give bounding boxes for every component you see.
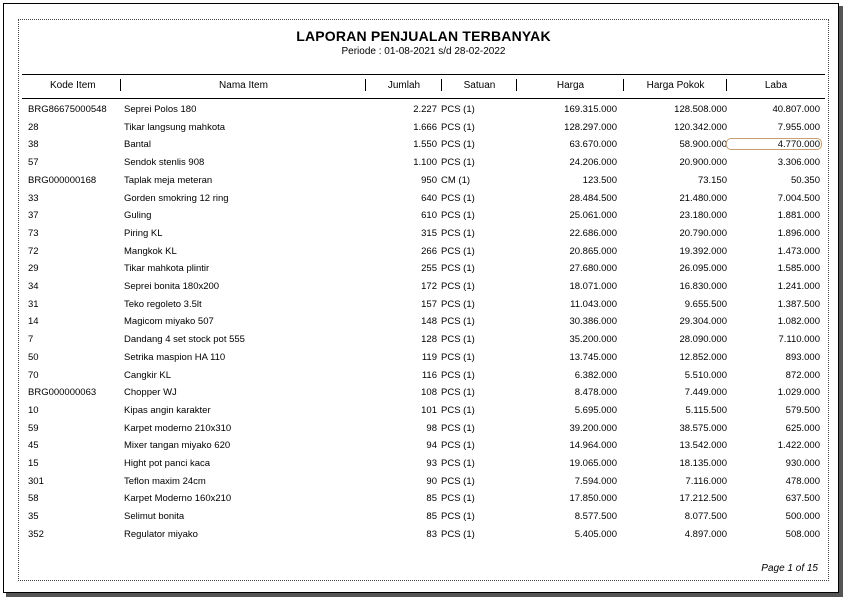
item-price: 169.315.000 (564, 104, 617, 115)
item-unit: PCS (1) (441, 281, 475, 292)
column-header-unit: Satuan (442, 79, 517, 93)
item-price: 27.680.000 (569, 263, 617, 275)
page-shadow-bottom (6, 593, 843, 597)
item-name: Seprei Polos 180 (124, 104, 197, 115)
page-shadow-right (839, 6, 843, 596)
item-unit: PCS (1) (441, 422, 475, 434)
item-name: Taplak meja meteran (124, 174, 213, 186)
item-cost: 29.304.000 (679, 316, 727, 328)
header-bottom-line (22, 98, 825, 99)
item-code: 10 (28, 404, 39, 416)
item-cost: 7.449.000 (684, 387, 727, 399)
item-price: 17.850.000 (569, 493, 617, 505)
item-code: 352 (28, 528, 44, 540)
item-code: BRG000000168 (28, 174, 97, 186)
item-code: 70 (28, 369, 39, 381)
item-qty: 101 (421, 404, 437, 416)
item-name: Selimut bonita (124, 511, 185, 523)
item-price: 5.695.000 (574, 404, 617, 416)
item-price: 7.594.000 (574, 475, 617, 487)
item-cost: 58.900.000 (679, 139, 727, 151)
table-row (19, 473, 828, 491)
item-name: Guling (124, 210, 152, 222)
item-code: 57 (28, 157, 39, 169)
item-price: 25.061.000 (569, 210, 617, 222)
item-profit: 508.000 (785, 528, 820, 540)
item-qty: 157 (421, 298, 437, 310)
item-qty: 90 (426, 475, 437, 487)
item-profit: 7.110.000 (778, 334, 820, 346)
item-unit: PCS (1) (441, 316, 475, 328)
item-name: Piring KL (124, 227, 163, 239)
item-profit: 4.770.000 (777, 139, 820, 151)
item-code: 33 (28, 192, 39, 204)
table-row (19, 119, 828, 137)
item-price: 5.405.000 (574, 528, 617, 540)
table-row (19, 278, 828, 296)
item-qty: 94 (426, 440, 437, 452)
item-cost: 7.116.000 (685, 475, 727, 487)
item-profit: 1.029.000 (777, 387, 820, 399)
item-unit: PCS (1) (441, 528, 475, 540)
report-frame (18, 19, 829, 581)
item-profit: 3.306.000 (777, 157, 820, 169)
item-name: Bantal (124, 139, 151, 151)
item-profit: 930.000 (785, 458, 820, 469)
item-qty: 148 (421, 316, 437, 328)
column-header-price: Harga (517, 79, 624, 93)
item-code: 45 (28, 440, 39, 452)
item-qty: 1.100 (413, 157, 437, 169)
item-name: Gorden smokring 12 ring (124, 192, 229, 204)
table-row (19, 384, 828, 402)
item-cost: 23.180.000 (679, 210, 727, 222)
item-code: 38 (28, 139, 39, 151)
item-qty: 93 (426, 458, 437, 469)
report-page (3, 3, 839, 593)
item-unit: PCS (1) (441, 157, 475, 169)
item-code: 72 (28, 245, 39, 257)
table-row (19, 331, 828, 349)
item-name: Tikar langsung mahkota (124, 121, 226, 133)
header-top-line (22, 74, 825, 75)
item-unit: PCS (1) (441, 511, 475, 523)
item-cost: 38.575.000 (679, 422, 727, 434)
item-code: 35 (28, 511, 39, 523)
item-cost: 8.077.500 (684, 511, 727, 523)
item-cost: 20.790.000 (679, 227, 727, 239)
item-unit: PCS (1) (441, 404, 475, 416)
item-unit: PCS (1) (441, 210, 475, 222)
table-row (19, 225, 828, 243)
item-name: Magicom miyako 507 (124, 316, 214, 328)
item-profit: 625.000 (785, 422, 820, 434)
item-cost: 73.150 (697, 174, 727, 186)
item-code: 59 (28, 422, 39, 434)
item-qty: 108 (421, 387, 437, 399)
item-name: Mixer tangan miyako 620 (124, 440, 231, 452)
column-header-qty: Jumlah (366, 79, 442, 93)
item-cost: 13.542.000 (679, 440, 727, 452)
item-code: 301 (28, 475, 44, 487)
item-cost: 21.480.000 (679, 192, 727, 204)
item-profit: 893.000 (785, 351, 820, 363)
item-unit: PCS (1) (441, 298, 475, 310)
item-price: 63.670.000 (569, 139, 617, 151)
item-code: 37 (28, 210, 39, 222)
item-price: 20.865.000 (569, 245, 617, 257)
table-row (19, 437, 828, 455)
table-row (19, 349, 828, 367)
item-cost: 4.897.000 (684, 528, 727, 540)
page-number: Page 1 of 15 (761, 563, 818, 574)
item-name: Dandang 4 set stock pot 555 (124, 334, 245, 346)
item-unit: PCS (1) (441, 334, 475, 346)
item-qty: 98 (426, 422, 437, 434)
item-profit: 1.473.000 (777, 245, 820, 257)
item-unit: PCS (1) (441, 121, 475, 133)
item-cost: 17.212.500 (679, 493, 727, 505)
item-unit: PCS (1) (441, 104, 475, 115)
item-qty: 83 (426, 528, 437, 540)
item-cost: 5.510.000 (684, 369, 727, 381)
item-profit: 40.807.000 (772, 104, 820, 115)
item-name: Teflon maxim 24cm (124, 475, 206, 487)
item-cost: 9.655.500 (684, 298, 727, 310)
item-cost: 28.090.000 (679, 334, 727, 346)
item-cost: 5.115.500 (685, 404, 727, 416)
item-unit: PCS (1) (441, 387, 475, 399)
item-profit: 1.422.000 (777, 440, 820, 452)
table-row (19, 190, 828, 208)
item-profit: 50.350 (790, 174, 820, 186)
item-qty: 1.550 (413, 139, 437, 151)
item-profit: 1.896.000 (777, 227, 820, 239)
item-cost: 128.508.000 (674, 104, 727, 115)
item-cost: 20.900.000 (679, 157, 727, 169)
item-unit: PCS (1) (441, 369, 475, 381)
item-qty: 266 (421, 245, 437, 257)
item-qty: 172 (421, 281, 437, 292)
item-name: Kipas angin karakter (124, 404, 211, 416)
item-profit: 1.241.000 (777, 281, 820, 292)
item-unit: CM (1) (441, 174, 471, 186)
item-profit: 1.387.500 (777, 298, 820, 310)
item-name: Setrika maspion HA 110 (124, 351, 226, 363)
item-profit: 579.500 (785, 404, 820, 416)
item-price: 19.065.000 (569, 458, 617, 469)
item-name: Karpet Moderno 160x210 (124, 493, 232, 505)
report-period: Periode : 01-08-2021 s/d 28-02-2022 (341, 46, 506, 57)
selected-cell-highlight[interactable] (726, 138, 822, 150)
item-qty: 116 (421, 369, 437, 381)
item-profit: 637.500 (785, 493, 820, 505)
item-price: 22.686.000 (569, 227, 617, 239)
item-unit: PCS (1) (441, 227, 475, 239)
column-header-profit: Laba (764, 80, 788, 91)
item-price: 24.206.000 (569, 157, 617, 169)
table-row (19, 508, 828, 526)
item-qty: 1.666 (413, 121, 437, 133)
item-profit: 478.000 (785, 475, 820, 487)
item-qty: 315 (421, 227, 437, 239)
item-price: 123.500 (582, 174, 617, 186)
item-code: 58 (28, 493, 39, 505)
table-row (19, 296, 828, 314)
table-row (19, 367, 828, 385)
item-name: Sendok stenlis 908 (124, 157, 205, 169)
item-price: 18.071.000 (569, 281, 617, 292)
item-code: 50 (28, 351, 39, 363)
item-code: 28 (28, 121, 39, 133)
item-name: Hight pot panci kaca (124, 458, 211, 469)
item-name: Tikar mahkota plintir (124, 263, 210, 275)
item-unit: PCS (1) (441, 440, 475, 452)
item-code: 34 (28, 281, 39, 292)
item-profit: 7.955.000 (777, 121, 820, 133)
item-price: 28.484.500 (569, 192, 617, 204)
item-price: 128.297.000 (564, 121, 617, 133)
table-row (19, 455, 828, 473)
item-unit: PCS (1) (441, 458, 475, 469)
item-unit: PCS (1) (441, 139, 475, 151)
item-code: 7 (28, 334, 34, 346)
item-qty: 950 (421, 174, 437, 186)
item-qty: 610 (421, 210, 437, 222)
item-name: Mangkok KL (124, 245, 177, 257)
item-unit: PCS (1) (441, 263, 475, 275)
item-code: 15 (28, 458, 39, 469)
item-name: Chopper WJ (124, 387, 177, 399)
item-qty: 85 (426, 493, 437, 505)
table-row (19, 101, 828, 119)
item-name: Karpet moderno 210x310 (124, 422, 232, 434)
item-price: 30.386.000 (569, 316, 617, 328)
item-price: 6.382.000 (574, 369, 617, 381)
item-qty: 2.227 (413, 104, 437, 115)
table-row (19, 490, 828, 508)
item-code: 29 (28, 263, 39, 275)
item-name: Seprei bonita 180x200 (124, 281, 220, 292)
item-price: 11.043.000 (570, 298, 617, 310)
item-price: 14.964.000 (569, 440, 617, 452)
item-unit: PCS (1) (441, 351, 475, 363)
item-code: BRG86675000548 (28, 104, 107, 115)
item-profit: 1.082.000 (777, 316, 820, 328)
item-name: Regulator miyako (124, 528, 198, 540)
item-price: 8.478.000 (574, 387, 617, 399)
item-unit: PCS (1) (441, 493, 475, 505)
item-qty: 85 (426, 511, 437, 523)
item-name: Teko regoleto 3.5lt (124, 298, 202, 310)
item-price: 8.577.500 (574, 511, 617, 523)
item-qty: 128 (421, 334, 437, 346)
item-code: 31 (28, 298, 39, 310)
item-profit: 7.004.500 (777, 192, 820, 204)
item-cost: 26.095.000 (679, 263, 727, 275)
column-header-cost: Harga Pokok (624, 79, 727, 93)
report-title: LAPORAN PENJUALAN TERBANYAK (296, 28, 551, 44)
item-unit: PCS (1) (441, 192, 475, 204)
item-profit: 1.881.000 (777, 210, 820, 222)
item-price: 39.200.000 (569, 422, 617, 434)
column-header-name: Nama Item (121, 79, 366, 93)
item-code: 14 (28, 316, 39, 328)
item-code: BRG000000063 (28, 387, 97, 399)
item-cost: 120.342.000 (674, 121, 727, 133)
item-profit: 1.585.000 (777, 263, 820, 275)
item-cost: 18.135.000 (679, 458, 727, 469)
table-row (19, 526, 828, 544)
item-profit: 872.000 (785, 369, 820, 381)
item-unit: PCS (1) (441, 475, 475, 487)
item-cost: 12.852.000 (679, 351, 727, 363)
table-row (19, 136, 828, 154)
table-row (19, 420, 828, 438)
table-row (19, 313, 828, 331)
table-row (19, 402, 828, 420)
item-unit: PCS (1) (441, 245, 475, 257)
item-code: 73 (28, 227, 39, 239)
item-cost: 19.392.000 (679, 245, 727, 257)
item-price: 35.200.000 (569, 334, 617, 346)
table-row (19, 207, 828, 225)
table-row (19, 243, 828, 261)
item-qty: 255 (421, 263, 437, 275)
item-name: Cangkir KL (124, 369, 171, 381)
table-row (19, 260, 828, 278)
table-row (19, 172, 828, 190)
item-profit: 500.000 (785, 511, 820, 523)
table-row (19, 154, 828, 172)
item-qty: 640 (421, 192, 437, 204)
item-cost: 16.830.000 (679, 281, 727, 292)
item-qty: 119 (421, 351, 437, 363)
item-price: 13.745.000 (569, 351, 617, 363)
column-header-code: Kode Item (28, 79, 121, 93)
